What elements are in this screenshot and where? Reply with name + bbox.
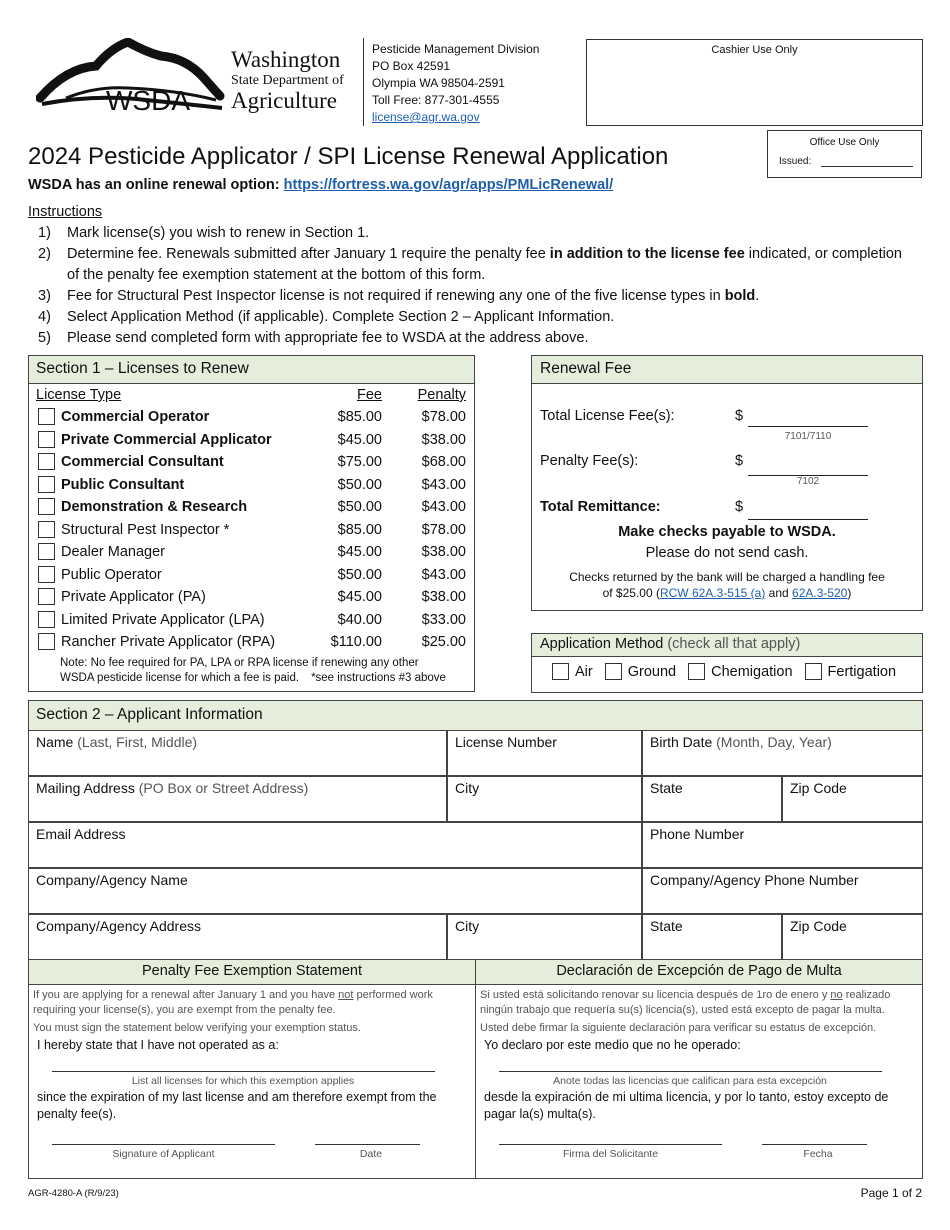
license-list-caption: List all licenses for which this exemption applies — [131, 1075, 355, 1087]
company-state-cell[interactable] — [642, 914, 782, 960]
application-method-panel — [531, 633, 923, 693]
address-line: Olympia WA 98504-2591 — [372, 76, 505, 90]
method-checkbox[interactable] — [688, 663, 705, 680]
date-caption: Fecha — [803, 1148, 833, 1160]
license-fee: $85.00 — [337, 521, 382, 538]
instruction-item — [28, 328, 908, 349]
instruction-text — [67, 286, 902, 307]
date-line[interactable] — [315, 1144, 420, 1145]
name-cell[interactable] — [28, 730, 447, 776]
method-checkbox[interactable] — [552, 663, 569, 680]
section1-note — [29, 654, 474, 686]
license-row — [29, 631, 474, 654]
field-label: State — [650, 780, 683, 796]
license-list-line[interactable] — [52, 1071, 435, 1072]
rcw-515-link[interactable]: RCW 62A.3-515 (a) — [659, 586, 766, 600]
office-label: Office Use Only — [809, 137, 880, 148]
note-line1: Note: No fee required for PA, LPA or RPA license if renewing any other — [60, 656, 419, 669]
field-hint: (PO Box or Street Address) — [134, 780, 309, 796]
instruction-number: 1) — [38, 225, 51, 241]
email-link[interactable]: license@agr.wa.gov — [372, 110, 480, 124]
field-label: Company/Agency Phone Number — [650, 872, 859, 888]
instructions-list — [28, 223, 908, 349]
license-checkbox[interactable] — [38, 476, 55, 493]
method-option-ground[interactable] — [605, 663, 676, 680]
field-label: Company/Agency Name — [36, 872, 188, 888]
license-name: Demonstration & Research — [61, 499, 248, 515]
phone-cell[interactable] — [642, 822, 923, 868]
renewal-title: Renewal Fee — [540, 360, 632, 377]
agency-line3: Agriculture — [231, 88, 338, 113]
address-line: PO Box 42591 — [372, 59, 451, 73]
method-label: Fertigation — [827, 663, 897, 680]
license-name: Limited Private Applicator (LPA) — [61, 611, 265, 628]
signature-row — [33, 1129, 469, 1165]
field-label: Phone Number — [650, 826, 745, 842]
date-line[interactable] — [762, 1144, 867, 1145]
issued-row — [779, 156, 921, 167]
section1-col-headers — [29, 384, 474, 406]
agency-line2: State Department of — [231, 73, 344, 88]
license-list-caption: Anote todas las licencias que califican para esta excepción — [553, 1075, 827, 1087]
online-prefix: WSDA has an online renewal option: — [28, 177, 284, 193]
signature-caption: Signature of Applicant — [112, 1148, 215, 1160]
exemption-paragraph2: You must sign the statement below verifying your exemption status. — [33, 1022, 361, 1034]
page-number: Page 1 of 2 — [860, 1186, 922, 1200]
dollar-sign: $ — [735, 408, 744, 424]
instruction-number: 3) — [38, 288, 51, 304]
instruction-item — [28, 244, 908, 286]
license-name: Structural Pest Inspector * — [61, 521, 230, 538]
exemption-p1-post: performed work requiring your license(s), you are exempt from the penalty fee. — [33, 989, 433, 1016]
license-fee: $50.00 — [337, 499, 382, 515]
license-checkbox[interactable] — [38, 453, 55, 470]
exemption-p1-post: realizado ningún trabajo que requería su(s) licencia(s), usted está excepto de pagar la multa. — [480, 989, 891, 1016]
signature-row — [480, 1129, 916, 1165]
exemption-title-es: Declaración de Excepción de Pago de Multa — [556, 963, 842, 979]
online-renewal-line — [28, 177, 613, 193]
close-paren: ) — [847, 586, 852, 600]
field-label: City — [455, 780, 480, 796]
penalty-fee-code: 7102 — [796, 476, 820, 487]
license-penalty: $43.00 — [421, 476, 466, 493]
license-name: Commercial Consultant — [61, 454, 224, 470]
office-box — [767, 130, 922, 178]
license-name: Rancher Private Applicator (RPA) — [61, 634, 276, 650]
exemption-body-en — [33, 988, 469, 1165]
col-license-type: License Type — [36, 387, 122, 403]
note-line2-row — [60, 671, 474, 686]
license-checkbox[interactable] — [38, 408, 55, 425]
license-fee-code: 7101/7110 — [784, 431, 832, 442]
exemption-body-es — [480, 988, 916, 1165]
license-row — [29, 541, 474, 564]
wsda-logo — [36, 38, 226, 118]
license-fee: $85.00 — [337, 409, 382, 425]
license-row — [29, 451, 474, 474]
instruction-bold: in addition to the license fee — [549, 246, 745, 262]
exemption-p1-pre: Si usted está solicitando renovar su licencia después de 1ro de enero y — [480, 989, 831, 1001]
mountain-logo-icon — [36, 38, 226, 118]
logo-wordmark: WSDA — [106, 85, 190, 116]
license-name: Public Operator — [61, 566, 162, 583]
license-penalty: $33.00 — [421, 611, 466, 628]
address-line: Pesticide Management Division — [372, 42, 540, 56]
license-list-line[interactable] — [499, 1071, 882, 1072]
instructions — [28, 202, 908, 349]
page-title: 2024 Pesticide Applicator / SPI License Renewal Application — [28, 143, 669, 170]
exemption-paragraph2: Usted debe firmar la siguiente declaración para verificar su estatus de excepción. — [480, 1022, 877, 1034]
signature-line[interactable] — [499, 1144, 722, 1145]
dollar-sign: $ — [735, 499, 744, 515]
section1-panel — [28, 355, 475, 692]
field-label: Name — [36, 734, 74, 750]
license-fee: $45.00 — [337, 431, 382, 448]
zip-cell[interactable] — [782, 776, 923, 822]
field-label: Company/Agency Address — [36, 918, 201, 934]
section1-title: Section 1 – Licenses to Renew — [36, 360, 249, 377]
license-fee: $40.00 — [337, 611, 382, 628]
field-hint: (Month, Day, Year) — [712, 734, 832, 750]
penalty-fee-label: Penalty Fee(s): — [540, 453, 639, 469]
renewal-fee-panel — [531, 355, 923, 611]
instruction-text — [67, 244, 902, 286]
exemption-paragraph — [480, 988, 916, 1018]
rcw-520-link[interactable]: 62A.3-520 — [792, 586, 848, 600]
col-penalty: Penalty — [417, 387, 466, 403]
form-id: AGR-4280-A (R/9/23) — [28, 1188, 119, 1199]
instruction-text — [67, 328, 902, 349]
agency-line1: Washington — [231, 47, 341, 72]
license-row — [29, 406, 474, 429]
address-line: Toll Free: 877-301-4555 — [372, 93, 500, 107]
instruction-number: 5) — [38, 330, 51, 346]
method-option-fertigation[interactable] — [805, 663, 897, 680]
license-penalty: $78.00 — [421, 521, 466, 538]
license-penalty: $25.00 — [421, 634, 466, 650]
dollar-sign: $ — [735, 453, 744, 469]
license-checkbox[interactable] — [38, 588, 55, 605]
license-fee-field[interactable] — [748, 426, 868, 427]
instructions-heading: Instructions — [28, 204, 103, 220]
instruction-text — [67, 223, 902, 244]
company-zip-cell[interactable] — [782, 914, 923, 960]
method-label: Ground — [627, 663, 677, 680]
license-penalty: $43.00 — [421, 566, 466, 583]
note-line2: WSDA pesticide license for which a fee is paid. — [60, 671, 300, 684]
signature-caption: Firma del Solicitante — [562, 1148, 659, 1160]
total-field[interactable] — [748, 519, 868, 520]
method-option-chemigation[interactable] — [688, 663, 792, 680]
company-address-cell[interactable] — [28, 914, 447, 960]
email-cell[interactable] — [28, 822, 642, 868]
section2-title: Section 2 – Applicant Information — [36, 706, 263, 723]
fee-row-penalty — [540, 453, 910, 487]
license-name: Private Applicator (PA) — [61, 589, 206, 605]
exemption-header-en — [29, 960, 475, 985]
division-address — [372, 41, 539, 126]
signature-line[interactable] — [52, 1144, 275, 1145]
mailing-address-cell[interactable] — [28, 776, 447, 822]
instruction-number: 4) — [38, 309, 51, 325]
instruction-bold: bold — [724, 288, 756, 304]
and-text: and — [765, 586, 793, 600]
license-fee: $45.00 — [337, 589, 382, 605]
exemption-divider — [475, 959, 476, 1179]
section1-header — [29, 356, 474, 384]
instruction-pre: Fee for Structural Pest Inspector license is not required if renewing any one of the five license types in — [67, 288, 725, 304]
license-fee: $50.00 — [337, 566, 382, 583]
field-label: State — [650, 918, 683, 934]
fee-row-license — [540, 408, 910, 442]
method-header — [532, 634, 922, 657]
license-row — [29, 519, 474, 542]
license-number-cell[interactable] — [447, 730, 642, 776]
license-fee: $50.00 — [337, 476, 382, 493]
instruction-pre: Select Application Method (if applicable). Complete Section 2 – Applicant Information. — [67, 309, 615, 325]
exemption-p1-underline: no — [830, 989, 843, 1001]
date-caption: Date — [359, 1148, 383, 1160]
exemption-statement: Yo declaro por este medio que no he operado: — [484, 1038, 741, 1052]
renewal-header — [532, 356, 922, 384]
birth-date-cell[interactable] — [642, 730, 923, 776]
cashier-box — [586, 39, 923, 126]
license-row — [29, 564, 474, 587]
method-checkbox[interactable] — [805, 663, 822, 680]
instruction-item — [28, 223, 908, 244]
instruction-pre: Mark license(s) you wish to renew in Section 1. — [67, 225, 370, 241]
method-checkbox[interactable] — [605, 663, 622, 680]
field-label: Zip Code — [790, 780, 847, 796]
returned-line2 — [532, 585, 922, 601]
license-row — [29, 586, 474, 609]
issued-label: Issued: — [779, 156, 812, 167]
license-fee: $45.00 — [337, 544, 382, 560]
cashier-label: Cashier Use Only — [711, 44, 798, 56]
instruction-item — [28, 307, 908, 328]
method-option-air[interactable] — [552, 663, 593, 680]
field-label: Zip Code — [790, 918, 847, 934]
exemption-paragraph — [33, 988, 469, 1018]
license-penalty: $38.00 — [421, 431, 466, 448]
state-cell[interactable] — [642, 776, 782, 822]
license-checkbox[interactable] — [38, 431, 55, 448]
company-city-cell[interactable] — [447, 914, 642, 960]
license-checkbox[interactable] — [38, 498, 55, 515]
license-name: Public Consultant — [61, 476, 185, 493]
license-checkbox[interactable] — [38, 566, 55, 583]
license-penalty: $38.00 — [421, 589, 466, 605]
instruction-post: . — [755, 288, 760, 304]
exemption-since: since the expiration of my last license and am therefore exempt from the penalty fee(s). — [37, 1090, 437, 1121]
returned-check-note — [532, 569, 922, 601]
license-penalty: $78.00 — [421, 409, 466, 425]
method-label: Chemigation — [711, 663, 793, 680]
exemption-p1-pre: If you are applying for a renewal after January 1 and you have — [33, 989, 339, 1001]
license-checkbox[interactable] — [38, 543, 55, 560]
returned-prefix: of $25.00 ( — [602, 586, 660, 600]
license-penalty: $38.00 — [421, 544, 466, 560]
instruction-pre: Determine fee. Renewals submitted after January 1 require the penalty fee — [67, 246, 550, 262]
col-fee: Fee — [357, 387, 382, 403]
license-checkbox[interactable] — [38, 521, 55, 538]
payable-note: Make checks payable to WSDA. — [618, 524, 836, 540]
exemption-header-es — [476, 960, 922, 985]
field-label: Email Address — [36, 826, 126, 842]
license-name: Private Commercial Applicator — [61, 431, 272, 448]
license-fee: $75.00 — [337, 454, 382, 470]
field-hint: (Last, First, Middle) — [73, 734, 198, 750]
method-label: Air — [575, 663, 593, 680]
issued-line[interactable] — [821, 166, 913, 167]
license-row — [29, 474, 474, 497]
total-label: Total Remittance: — [540, 499, 661, 515]
field-label: Mailing Address — [36, 780, 135, 796]
instruction-text — [67, 307, 902, 328]
license-penalty: $43.00 — [421, 499, 466, 515]
agency-name — [231, 48, 356, 112]
license-row — [29, 609, 474, 632]
license-list — [29, 406, 474, 654]
license-fee: $110.00 — [330, 634, 382, 650]
company-name-cell[interactable] — [28, 868, 642, 914]
fee-row-total — [540, 499, 910, 515]
license-name: Dealer Manager — [61, 544, 165, 560]
exemption-statement: I hereby state that I have not operated as a: — [37, 1038, 279, 1052]
instruction-item — [28, 286, 908, 307]
no-cash-note: Please do not send cash. — [645, 545, 809, 561]
license-row — [29, 429, 474, 452]
license-checkbox[interactable] — [38, 633, 55, 650]
online-renewal-link[interactable]: https://fortress.wa.gov/agr/apps/PMLicRenewal/ — [283, 177, 614, 193]
license-row — [29, 496, 474, 519]
instruction-post: indicated, or completion of the penalty fee exemption statement at the bottom of this form. — [67, 246, 902, 283]
exemption-since: desde la expiración de mi ultima licencia, y por lo tanto, estoy excepto de pagar la(s) multa(s). — [484, 1090, 889, 1121]
city-cell[interactable] — [447, 776, 642, 822]
company-phone-cell[interactable] — [642, 868, 923, 914]
method-options — [532, 657, 922, 680]
method-title: Application Method — [540, 636, 664, 652]
field-label: Birth Date — [650, 734, 713, 750]
instruction-pre: Please send completed form with appropriate fee to WSDA at the address above. — [67, 330, 589, 346]
license-fee-label: Total License Fee(s): — [540, 408, 675, 424]
header-divider — [363, 38, 364, 126]
note-star: *see instructions #3 above — [311, 671, 446, 684]
license-name: Commercial Operator — [61, 409, 210, 425]
license-penalty: $68.00 — [421, 454, 466, 470]
instruction-number: 2) — [38, 246, 51, 262]
field-label: City — [455, 918, 480, 934]
exemption-title-en: Penalty Fee Exemption Statement — [141, 963, 363, 979]
section2-header — [29, 701, 922, 731]
exemption-p1-underline: not — [338, 989, 354, 1001]
method-subtitle: (check all that apply) — [663, 636, 801, 652]
license-checkbox[interactable] — [38, 611, 55, 628]
field-label: License Number — [455, 734, 557, 750]
returned-line1: Checks returned by the bank will be charged a handling fee — [569, 570, 885, 584]
